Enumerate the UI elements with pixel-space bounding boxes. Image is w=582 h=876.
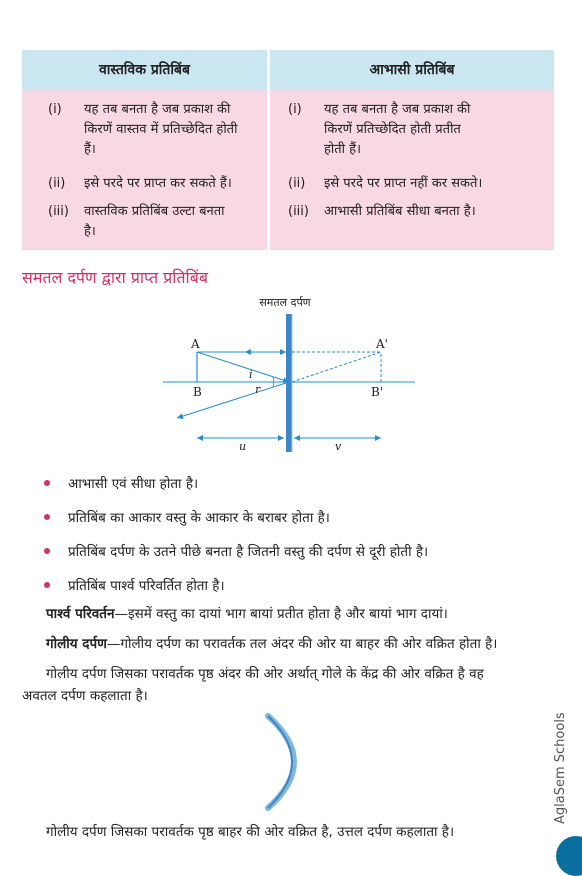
page-corner-badge xyxy=(556,836,582,876)
convex-mirror-paragraph: गोलीय दर्पण जिसका परावर्तक पृष्ठ बाहर की ओर वक्रित है, उत्तल दर्पण कहलाता है। xyxy=(46,824,455,840)
plane-mirror-diagram xyxy=(155,292,420,457)
mirror-label: समतल दर्पण xyxy=(259,296,311,309)
label-angle-r: r xyxy=(255,383,261,396)
label-a-prime: A' xyxy=(376,337,388,351)
header-virtual-image: आभासी प्रतिबिंब xyxy=(369,62,455,78)
comparison-table xyxy=(22,50,554,250)
concave-mirror-line-1: गोलीय दर्पण जिसका परावर्तक पृष्ठ अंदर की ओर अर्थात् गोले के केंद्र की ओर वक्रित है वह xyxy=(46,666,484,682)
label-b-prime: B' xyxy=(371,385,384,399)
ray-incident xyxy=(197,352,289,382)
spherical-mirror-paragraph: गोलीय दर्पण—गोलीय दर्पण का परावर्तक तल अंदर की ओर या बाहर की ओर वक्रित होता है। xyxy=(46,636,498,652)
section-title: समतल दर्पण द्वारा प्राप्त प्रतिबिंब xyxy=(22,268,208,287)
label-angle-i: i xyxy=(249,368,253,381)
lateral-inversion-paragraph: पार्श्व परिवर्तन—इसमें वस्तु का दायां भाग बायां प्रतीत होता है और बायां भाग दायां। xyxy=(46,606,448,622)
label-a: A xyxy=(191,337,200,351)
watermark-logo xyxy=(548,696,570,826)
table-header xyxy=(22,50,554,90)
column-divider xyxy=(267,50,270,250)
label-b: B xyxy=(193,385,202,399)
svg-text:v: v xyxy=(335,440,342,453)
header-real-image: वास्तविक प्रतिबिंब xyxy=(98,62,191,78)
table-body: (i) यह तब बनता है जब प्रकाश की किरणें वास्तव में प्रतिच्छेदित होती हैं। (ii) इसे परदे पर प्राप्त कर सकते हैं। (iii) वास्तविक प्रतिबिंब उल्टा बनता है। (i) यह तब बनता है जब प्रकाश की किरणें प्रतिच्छेदित होती प्रतीत होती हैं। (ii) इसे परदे पर प्राप्त नहीं कर सकते। (iii) आभासी प्रतिबिंब सीधा बनता है। xyxy=(22,90,554,250)
svg-text:u: u xyxy=(239,440,247,453)
svg-text:AglaSem Schools: AglaSem Schools xyxy=(553,712,568,824)
concave-mirror-icon xyxy=(262,712,308,812)
concave-mirror-line-2: अवतल दर्पण कहलाता है। xyxy=(22,688,148,704)
